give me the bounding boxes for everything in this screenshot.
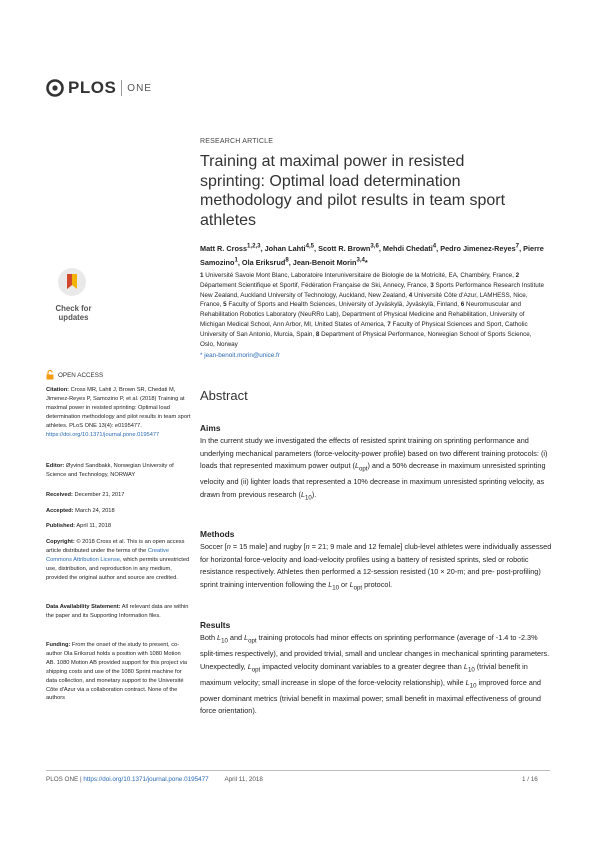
bookmark-ribbon-icon <box>58 268 86 296</box>
corresponding-email[interactable]: * jean-benoit.morin@unice.fr <box>200 352 280 359</box>
page-footer: PLOS ONE | https://doi.org/10.1371/journal.pone.0195477 April 11, 2018 <box>46 776 263 783</box>
citation-doi-link[interactable]: https://doi.org/10.1371/journal.pone.0195477 <box>46 431 160 438</box>
open-access-label: OPEN ACCESS <box>46 370 103 380</box>
aims-heading: Aims <box>200 423 221 433</box>
article-title: Training at maximal power in resisted sprinting: Optimal load determination methodology and pilot results in team sport athletes <box>200 153 506 229</box>
footer-date: April 11, 2018 <box>224 776 263 783</box>
aims-paragraph: In the current study we investigated the effects of resisted sprint training on sprinting performance and underlying mechanical parameters (force-velocity-power profile) based on two different training protocols: (i) loads that represented maximum power output $(L_{opt})$ and a 50% decrease in maximum unresisted sprinting velocity and (ii) lighter loads that represented a 10% decrease in maximum unresisted sprinting velocity, as drawn from previous research $(L_{10})$. <box>200 436 548 502</box>
affiliation: 3 Sports Performance Research Institute New Zealand, Auckland University of Technology, Auckland, New Zealand, <box>200 281 544 299</box>
affiliation: 5 Faculty of Sports and Health Sciences, University of Jyväskylä, Jyväskylä, Finland, <box>223 301 460 309</box>
author[interactable]: Johan Lahti$^{4,5}$, <box>264 243 319 254</box>
journal-logo <box>46 77 152 99</box>
data-availability-block: Data Availability Statement: All relevant data are within the paper and its Supporting Information files. <box>46 604 189 619</box>
footer-divider <box>46 770 550 771</box>
received-block: Received: December 21, 2017 <box>46 492 125 498</box>
abstract-heading: Abstract <box>200 388 248 403</box>
citation-block: Citation: Cross MR, Lahti J, Brown SR, Chedati M, Jimenez-Reyes P, Samozino P, et al. (2018) Training at maximal power in resisted sprinting: Optimal load determination methodology and pilot results in team sport athletes. PLoS ONE 13(4): e0195477. https://doi.org/10.1371/journal.pone.0195477 <box>46 387 191 438</box>
author[interactable]: Jean-Benoit Morin$^{3,4}$* <box>292 256 368 267</box>
author-list <box>200 241 545 268</box>
author[interactable]: Pierre Samozino$^1$, <box>200 244 544 267</box>
copyright-block: Copyright: © 2018 Cross et al. This is an open access article distributed under the terms of the Creative Commons Attribution License, which permits unrestricted use, distribution, and reproduction in any medium, provided the original author and source are credited. <box>46 539 190 581</box>
affiliation: 7 Faculty of Physical Sciences and Sport, Catholic University of San Antonio, Murcia, Spain, <box>200 320 528 338</box>
accepted-block: Accepted: March 24, 2018 <box>46 508 115 514</box>
author[interactable]: Matt R. Cross$^{1,2,3}$, <box>200 243 265 254</box>
methods-heading: Methods <box>200 529 235 539</box>
author[interactable]: Ola Eriksrud$^8$, <box>241 256 293 267</box>
check-for-updates-badge[interactable] <box>46 268 101 326</box>
methods-paragraph: Soccer [n = 15 male] and rugby [n = 21; 9 male and 12 female] club-level athletes were individually assessed for horizontal force-velocity and load-velocity profiles using a battery of resisted sprints, sled or robotic resistance respectively. Athletes then performed a 12-session resisted (10 × 20-m; and pre- post-profiling) sprint training intervention following the $L_{10}$ or $L_{opt}$ protocol. <box>200 542 552 592</box>
affiliation: 4 Université Côte d'Azur, LAMHESS, Nice, France, <box>200 291 528 309</box>
editor-block: Editor: Øyvind Sandbakk, Norwegian University of Science and Technology, NORWAY <box>46 463 174 478</box>
logo-brand: PLOS <box>68 78 117 97</box>
author[interactable]: Pedro Jimenez-Reyes$^7$, <box>440 243 524 254</box>
article-type: RESEARCH ARTICLE <box>200 138 274 145</box>
results-paragraph: Both $L_{10}$ and $L_{opt}$ training protocols had minor effects on sprinting performance (average of -1.4 to -2.3% split-times respectively), and provided trivial, small and unclear changes in mechanical sprinting parameters. Unexpectedly, $L_{opt}$ impacted velocity dominant variables to a greater degree than $L_{10}$ (trivial benefit in maximum velocity; small increase in slope of the force-velocity relationship), while $L_{10}$ improved force and power dominant metrics (trivial benefit in maximal power; small benefit in maximal effectiveness of ground force orientation). <box>200 633 550 716</box>
affiliation: 8 Department of Physical Performance, Norwegian School of Sports Science, Oslo, Norway <box>200 330 532 348</box>
author[interactable]: Scott R. Brown$^{3,6}$, <box>318 243 383 254</box>
plos-logo-icon <box>46 79 64 97</box>
logo-journal: ONE <box>127 82 152 94</box>
footer-doi-link[interactable]: https://doi.org/10.1371/journal.pone.0195477 <box>83 776 209 783</box>
affiliation: 6 Neuromuscular and Rehabilitation Robotics Laboratory (NeuRRo Lab), Department of Physical Medicine and Rehabilitation, University of Michigan Medical School, Ann Arbor, MI, United States of America, <box>200 301 525 328</box>
affiliation: 2 Département Scientifique et Sportif, Fédération Française de Ski, Annecy, France, <box>200 272 520 289</box>
results-heading: Results <box>200 620 231 630</box>
published-block: Published: April 11, 2018 <box>46 523 112 529</box>
badge-label: Check for updates <box>55 304 92 322</box>
page-number: 1 / 16 <box>522 776 538 783</box>
author[interactable]: Mehdi Chedati$^4$, <box>382 243 441 254</box>
funding-block: Funding: From the onset of the study to present, co-author Ola Eriksrud holds a position with 1080 Motion AB. 1080 Motion AB provided support for this project via shipping costs and use of the 1080 Sprint machine for data collection, and monetary support to the Université Côte d'Azur via a collaboration contract. None of the authors <box>46 642 188 702</box>
footer-journal: PLOS ONE <box>46 776 79 783</box>
logo-divider <box>121 80 122 96</box>
affiliations <box>200 271 547 349</box>
license-link[interactable]: Creative Commons Attribution License <box>46 547 169 563</box>
affiliation: 1 Université Savoie Mont Blanc, Laboratoire Interuniversitaire de Biologie de la Motricité, EA, Chambéry, France, <box>200 272 514 279</box>
open-lock-icon <box>46 370 54 380</box>
